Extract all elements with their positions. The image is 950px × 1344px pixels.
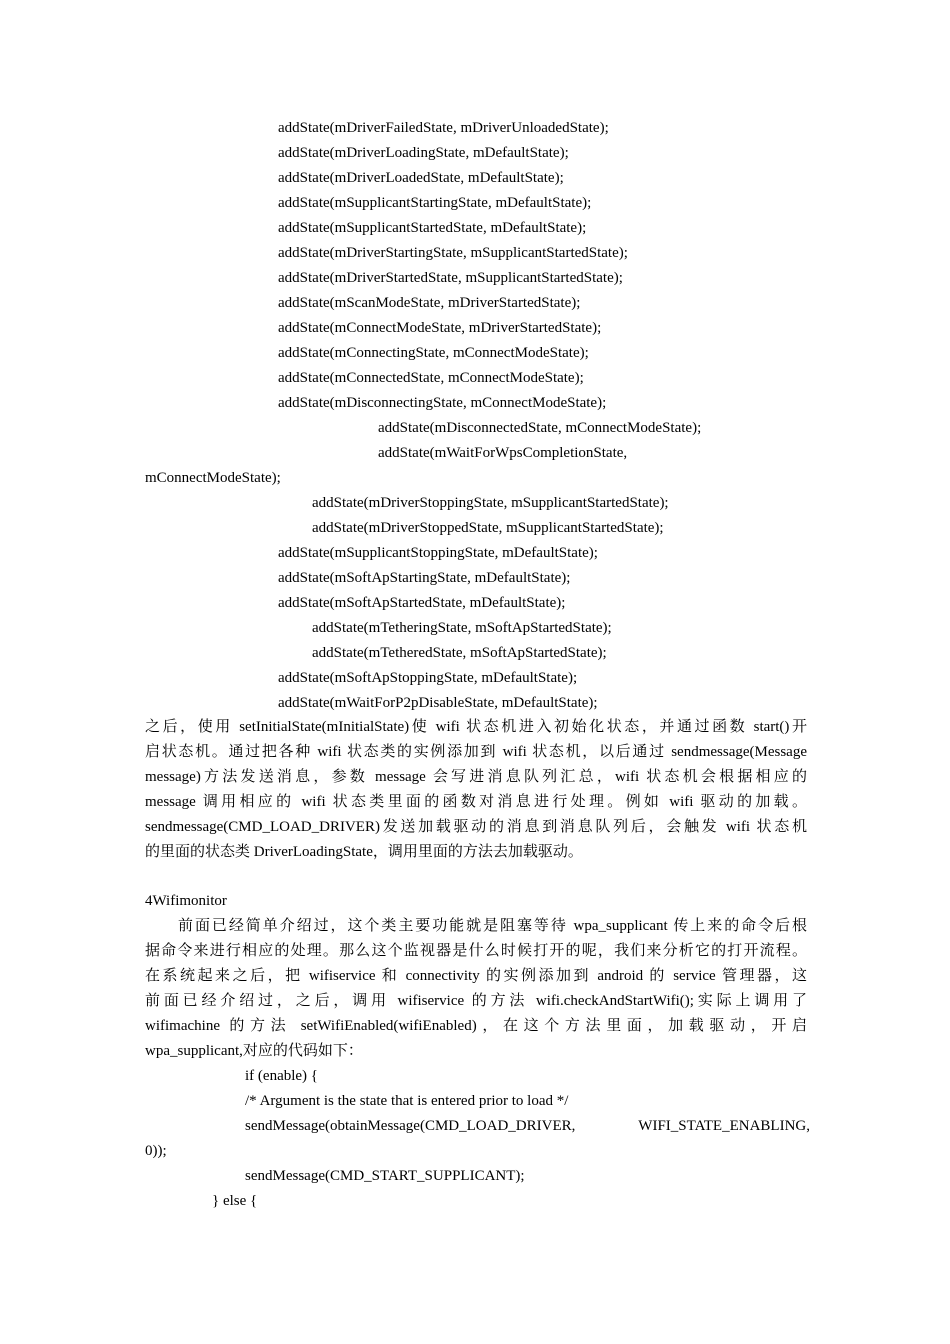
- paragraph-line: 在系统起来之后，把 wifiservice 和 connectivity 的实例添加到 android 的 service 管理器，这: [145, 968, 807, 984]
- code-line: addState(mWaitForP2pDisableState, mDefaultState);: [278, 695, 598, 711]
- code-line: addState(mDisconnectedState, mConnectModeState);: [378, 420, 702, 436]
- code-line: 0));: [145, 1143, 167, 1159]
- paragraph-line: 据命令来进行相应的处理。那么这个监视器是什么时候打开的呢，我们来分析它的打开流程。: [145, 943, 807, 959]
- paragraph-line: sendmessage(CMD_LOAD_DRIVER)发送加载驱动的消息到消息队列后，会触发 wifi 状态机: [145, 819, 807, 835]
- paragraph-line: message)方法发送消息，参数 message 会写进消息队列汇总，wifi 状态机会根据相应的: [145, 769, 807, 785]
- code-line: addState(mSupplicantStartingState, mDefaultState);: [278, 195, 592, 211]
- code-line: if (enable) {: [245, 1068, 318, 1084]
- paragraph-line: 之后，使用 setInitialState(mInitialState)使 wifi 状态机进入初始化状态，并通过函数 start()开: [145, 719, 807, 735]
- code-line: addState(mDriverStoppedState, mSupplicantStartedState);: [312, 520, 664, 536]
- paragraph-line: 前面已经简单介绍过，这个类主要功能就是阻塞等待 wpa_supplicant 传上来的命令后根: [178, 918, 807, 934]
- code-line: /* Argument is the state that is entered prior to load */: [245, 1093, 569, 1109]
- code-line: sendMessage(obtainMessage(CMD_LOAD_DRIVER, WIFI_STATE_ENABLING,: [245, 1118, 810, 1134]
- code-line: addState(mDriverFailedState, mDriverUnloadedState);: [278, 120, 609, 136]
- code-line: sendMessage(CMD_START_SUPPLICANT);: [245, 1168, 525, 1184]
- code-line: addState(mSoftApStartedState, mDefaultState);: [278, 595, 566, 611]
- paragraph-line: wpa_supplicant,对应的代码如下：: [145, 1043, 363, 1059]
- code-line: addState(mDriverStartingState, mSupplicantStartedState);: [278, 245, 628, 261]
- code-line: addState(mDisconnectingState, mConnectModeState);: [278, 395, 607, 411]
- code-line: addState(mDriverLoadingState, mDefaultState);: [278, 145, 569, 161]
- paragraph-line: 启状态机。通过把各种 wifi 状态类的实例添加到 wifi 状态机，以后通过 sendmessage(Message: [145, 744, 807, 760]
- paragraph-line: 的里面的状态类 DriverLoadingState，调用里面的方法去加载驱动。: [145, 844, 583, 860]
- code-line: addState(mConnectModeState, mDriverStartedState);: [278, 320, 602, 336]
- code-line: addState(mConnectingState, mConnectModeState);: [278, 345, 589, 361]
- code-line: addState(mTetheredState, mSoftApStartedState);: [312, 645, 607, 661]
- code-line: addState(mDriverLoadedState, mDefaultState);: [278, 170, 564, 186]
- paragraph-line: 前面已经介绍过，之后，调用 wifiservice 的方法 wifi.checkAndStartWifi();实际上调用了: [145, 993, 807, 1009]
- paragraph-line: wifimachine 的方法 setWifiEnabled(wifiEnabled)，在这个方法里面，加载驱动，开启: [145, 1018, 807, 1034]
- code-line: addState(mDriverStartedState, mSupplicantStartedState);: [278, 270, 623, 286]
- code-line: addState(mConnectedState, mConnectModeState);: [278, 370, 584, 386]
- section-heading: 4Wifimonitor: [145, 893, 227, 909]
- code-line: addState(mWaitForWpsCompletionState,: [378, 445, 628, 461]
- code-line: } else {: [212, 1193, 258, 1209]
- code-line: addState(mTetheringState, mSoftApStartedState);: [312, 620, 612, 636]
- code-line: addState(mSoftApStoppingState, mDefaultState);: [278, 670, 578, 686]
- code-line: addState(mSupplicantStartedState, mDefaultState);: [278, 220, 587, 236]
- code-line: addState(mSoftApStartingState, mDefaultState);: [278, 570, 571, 586]
- code-line: addState(mSupplicantStoppingState, mDefaultState);: [278, 545, 598, 561]
- code-line: addState(mScanModeState, mDriverStartedState);: [278, 295, 581, 311]
- paragraph-line: message 调用相应的 wifi 状态类里面的函数对消息进行处理。例如 wifi 驱动的加载。: [145, 794, 807, 810]
- code-line: addState(mDriverStoppingState, mSupplicantStartedState);: [312, 495, 669, 511]
- code-line: mConnectModeState);: [145, 470, 281, 486]
